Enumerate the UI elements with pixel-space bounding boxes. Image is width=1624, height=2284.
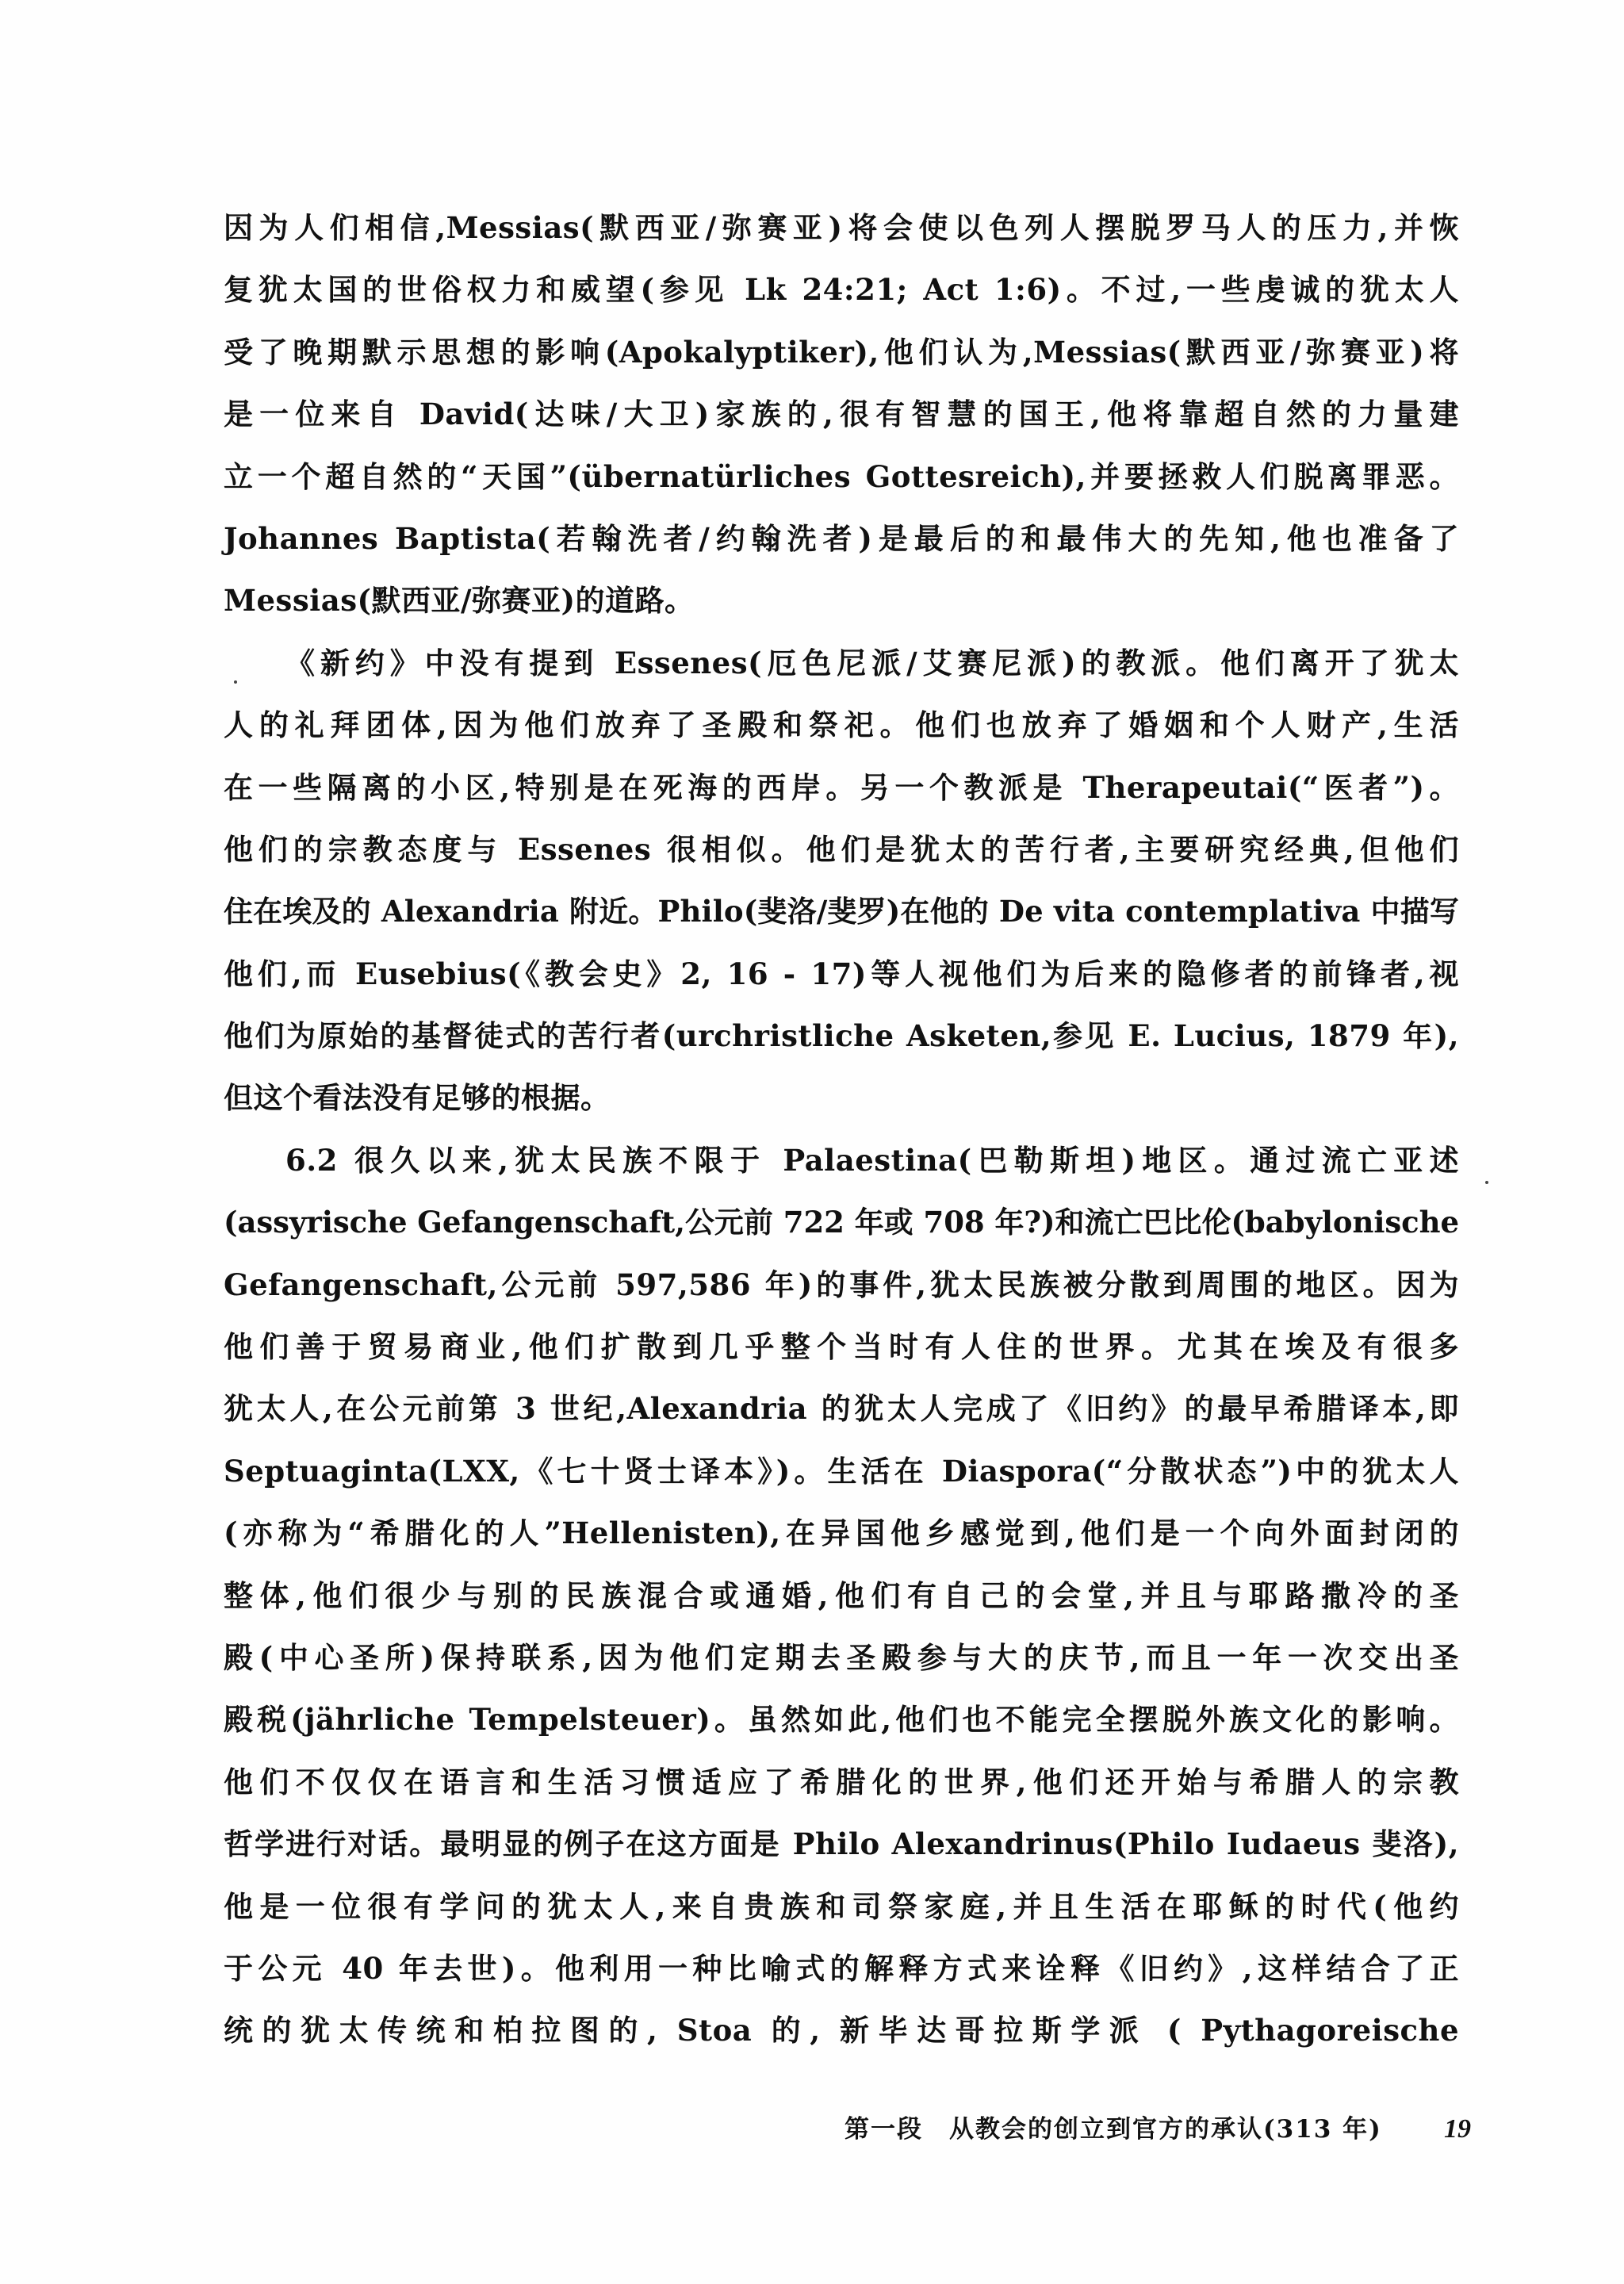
scan-speck: [1485, 1181, 1488, 1184]
page-number: 19: [1444, 2114, 1471, 2144]
text-line: 他们善于贸易商业,他们扩散到几乎整个当时有人住的世界。尤其在埃及有很多: [224, 1329, 1459, 1365]
text-line: 但这个看法没有足够的根据。: [224, 1080, 611, 1116]
text-line: 在一些隔离的小区,特别是在死海的西岸。另一个教派是 Therapeutai(“医者”)。: [224, 769, 1459, 805]
text-line: 他们,而 Eusebius(《教会史》2, 16 - 17)等人视他们为后来的隐修者的前锋者,视: [224, 956, 1459, 991]
text-line: 殿税(jährliche Tempelsteuer)。虽然如此,他们也不能完全摆脱外族文化的影响。: [224, 1702, 1459, 1738]
text-line: Messias(默西亚/弥赛亚)的道路。: [224, 583, 695, 619]
running-head: 第一段 从教会的创立到官方的承认(313 年): [845, 2115, 1382, 2144]
page-footer: [821, 2110, 1471, 2149]
text-line: 《新约》中没有提到 Essenes(厄色尼派/艾赛尼派)的教派。他们离开了犹太: [285, 645, 1459, 680]
text-line: 住在埃及的 Alexandria 附近。Philo(斐洛/斐罗)在他的 De vita contemplativa 中描写: [224, 894, 1459, 929]
text-line: 他们为原始的基督徒式的苦行者(urchristliche Asketen,参见 E. Lucius, 1879 年),: [224, 1018, 1459, 1054]
text-line: 犹太人,在公元前第 3 世纪,Alexandria 的犹太人完成了《旧约》的最早希腊译本,即: [224, 1391, 1459, 1427]
text-line: Septuaginta(LXX,《七十贤士译本》)。生活在 Diaspora(“分散状态”)中的犹太人: [224, 1453, 1459, 1489]
body-text: [224, 197, 1459, 2062]
text-line: 他们的宗教态度与 Essenes 很相似。他们是犹太的苦行者,主要研究经典,但他们: [224, 831, 1459, 867]
text-line: 立一个超自然的“天国”(übernatürliches Gottesreich),并要拯救人们脱离罪恶。: [224, 458, 1459, 494]
text-line: 殿(中心圣所)保持联系,因为他们定期去圣殿参与大的庆节,而且一年一次交出圣: [224, 1639, 1459, 1675]
text-line: 是一位来自 David(达味/大卫)家族的,很有智慧的国王,他将靠超自然的力量建: [224, 397, 1459, 432]
text-line: 他是一位很有学问的犹太人,来自贵族和司祭家庭,并且生活在耶稣的时代(他约: [224, 1888, 1459, 1924]
paragraph: [224, 1129, 1459, 2062]
text-line: Johannes Baptista(若翰洗者/约翰洗者)是最后的和最伟大的先知,他也准备了: [224, 520, 1459, 556]
text-line: 因为人们相信,Messias(默西亚/弥赛亚)将会使以色列人摆脱罗马人的压力,并恢: [224, 210, 1459, 245]
text-line: (亦称为“希腊化的人”Hellenisten),在异国他乡感觉到,他们是一个向外面封闭的: [224, 1516, 1459, 1551]
paragraph: [224, 197, 1459, 632]
text-line: 于公元 40 年去世)。他利用一种比喻式的解释方式来诠释《旧约》,这样结合了正: [224, 1950, 1459, 1986]
scan-speck: [234, 680, 237, 684]
text-line: 受了晚期默示思想的影响(Apokalyptiker),他们认为,Messias(默西亚/弥赛亚)将: [224, 334, 1459, 370]
text-line: 整体,他们很少与别的民族混合或通婚,他们有自己的会堂,并且与耶路撒冷的圣: [224, 1577, 1459, 1613]
text-line: (assyrische Gefangenschaft,公元前 722 年或 708 年?)和流亡巴比伦(babylonische: [224, 1205, 1459, 1240]
text-line: 统的犹太传统和柏拉图的, Stoa 的, 新毕达哥拉斯学派 ( Pythagoreische: [224, 2013, 1459, 2048]
text-line: Gefangenschaft,公元前 597,586 年)的事件,犹太民族被分散到周围的地区。因为: [224, 1267, 1459, 1302]
text-line: 哲学进行对话。最明显的例子在这方面是 Philo Alexandrinus(Philo Iudaeus 斐洛),: [224, 1826, 1459, 1862]
text-line: 他们不仅仅在语言和生活习惯适应了希腊化的世界,他们还开始与希腊人的宗教: [224, 1764, 1459, 1799]
text-line: 6.2 很久以来,犹太民族不限于 Palaestina(巴勒斯坦)地区。通过流亡亚述: [285, 1142, 1459, 1178]
paragraph: [224, 632, 1459, 1129]
text-line: 人的礼拜团体,因为他们放弃了圣殿和祭祀。他们也放弃了婚姻和个人财产,生活: [224, 707, 1459, 743]
text-line: 复犹太国的世俗权力和威望(参见 Lk 24:21; Act 1:6)。不过,一些虔诚的犹太人: [224, 272, 1459, 308]
